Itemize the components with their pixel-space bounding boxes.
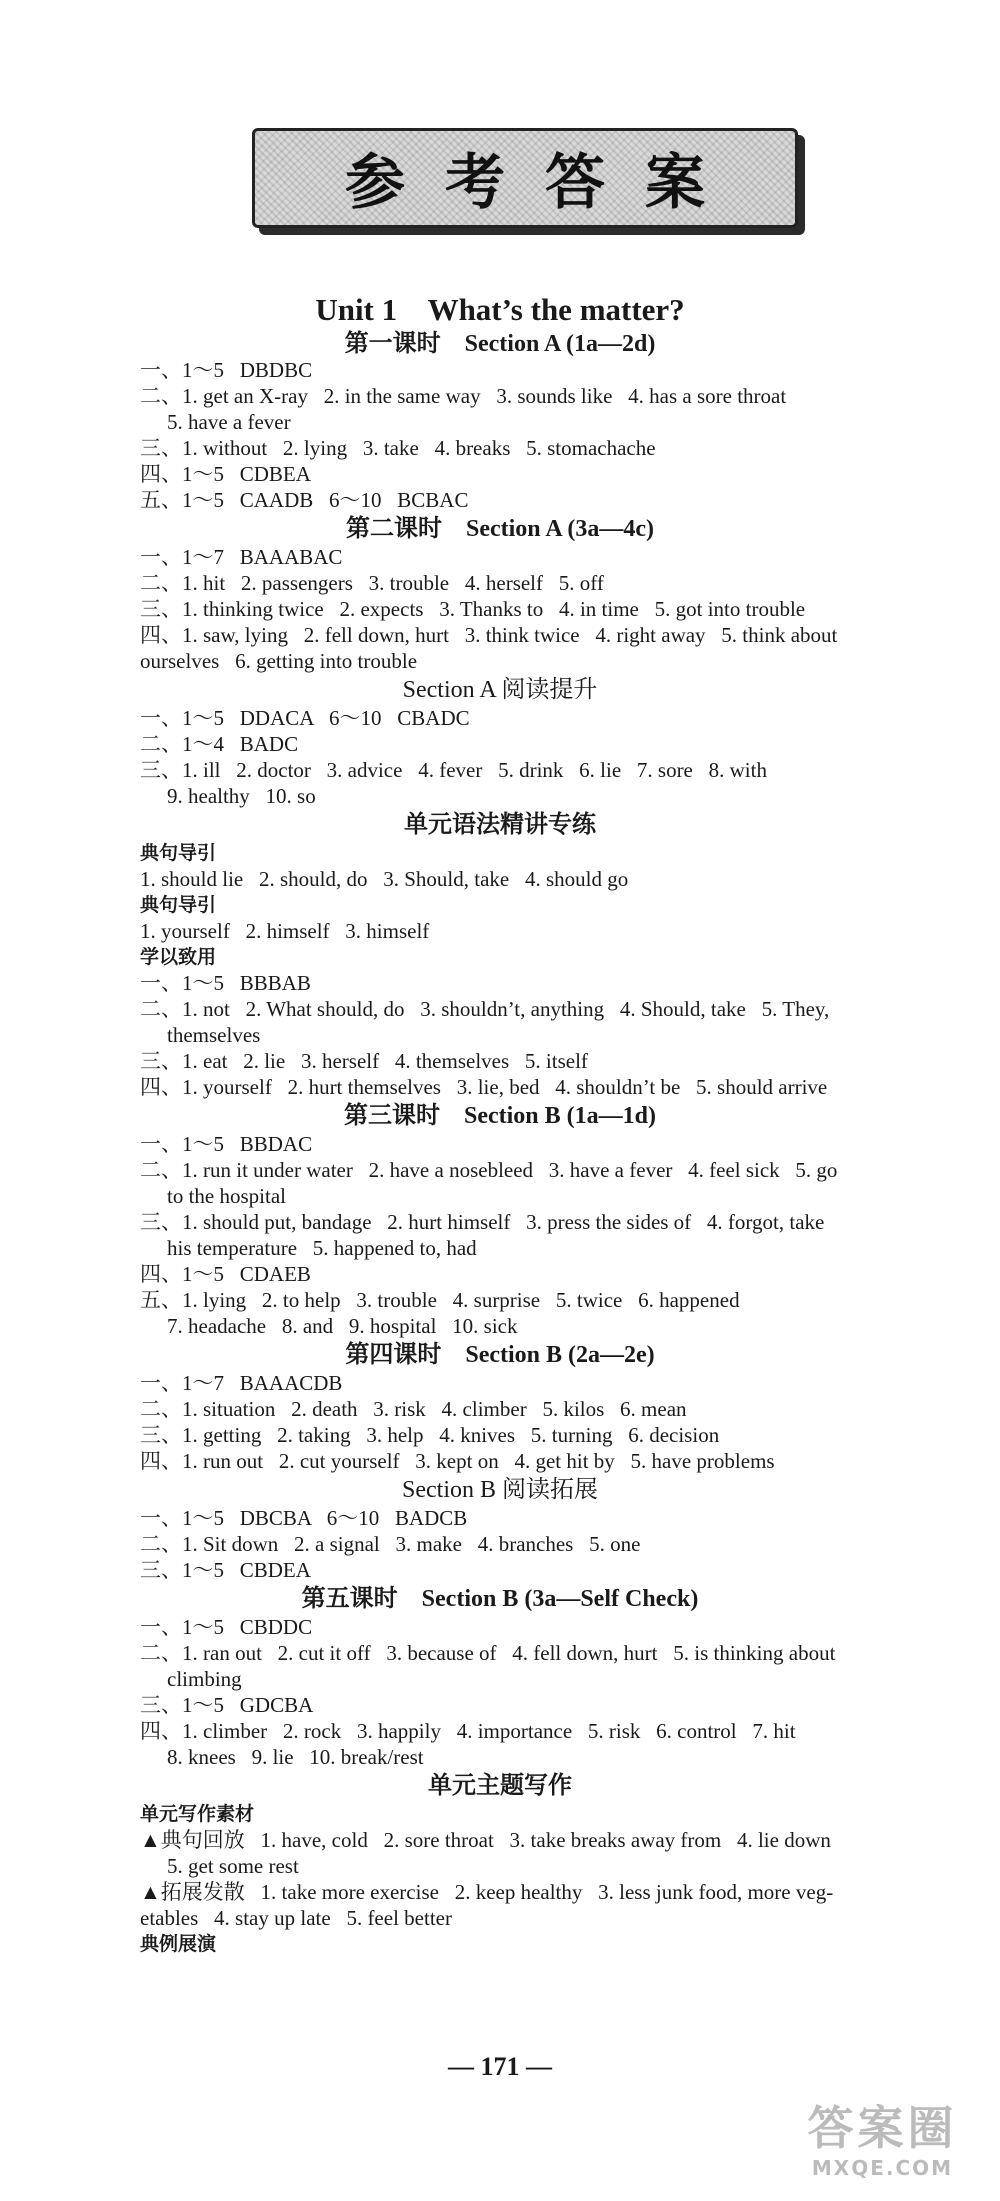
answer-line: 四、1～5 CDAEB bbox=[140, 1262, 311, 1286]
answer-line: 二、1. hit 2. passengers 3. trouble 4. herself 5. off bbox=[140, 571, 604, 595]
answer-line: 四、1. climber 2. rock 3. happily 4. importance 5. risk 6. control 7. hit bbox=[140, 1719, 796, 1743]
answer-line: ▲拓展发散 1. take more exercise 2. keep healthy 3. less junk food, more veg- bbox=[140, 1880, 834, 1904]
answer-line: 二、1. not 2. What should, do 3. shouldn’t, anything 4. Should, take 5. They, bbox=[140, 997, 830, 1021]
answer-line: 三、1. getting 2. taking 3. help 4. knives 5. turning 6. decision bbox=[140, 1423, 720, 1447]
answer-line: 五、1～5 CAADB 6～10 BCBAC bbox=[140, 488, 469, 512]
subheading: 典句导引 bbox=[140, 842, 217, 864]
answer-line: ▲典句回放 1. have, cold 2. sore throat 3. take breaks away from 4. lie down bbox=[140, 1828, 831, 1852]
lesson-heading-2: 第二课时 Section A (3a—4c) bbox=[346, 516, 654, 542]
answer-line: 三、1. eat 2. lie 3. herself 4. themselves 5. itself bbox=[140, 1049, 588, 1073]
answer-line: his temperature 5. happened to, had bbox=[167, 1236, 477, 1260]
watermark-logo-text: 答案圈 bbox=[807, 2101, 958, 2155]
answer-line: 1. should lie 2. should, do 3. Should, take 4. should go bbox=[140, 867, 629, 891]
answer-line: 5. get some rest bbox=[167, 1854, 299, 1878]
answer-line: 8. knees 9. lie 10. break/rest bbox=[167, 1745, 424, 1769]
answer-line: 9. healthy 10. so bbox=[167, 784, 316, 808]
answer-line: 二、1. run it under water 2. have a nosebleed 3. have a fever 4. feel sick 5. go bbox=[140, 1158, 838, 1182]
unit-title: Unit 1 What’s the matter? bbox=[315, 292, 685, 327]
writing-heading: 单元主题写作 bbox=[428, 1773, 572, 1799]
answer-line: themselves bbox=[167, 1023, 261, 1047]
answer-line: 四、1. saw, lying 2. fell down, hurt 3. think twice 4. right away 5. think about bbox=[140, 623, 838, 647]
watermark-url: MXQE.COM bbox=[811, 2156, 954, 2180]
answer-line: 二、1. situation 2. death 3. risk 4. climber 5. kilos 6. mean bbox=[140, 1397, 687, 1421]
lesson-heading-5: 第五课时 Section B (3a—Self Check) bbox=[301, 1586, 699, 1612]
answer-line: etables 4. stay up late 5. feel better bbox=[140, 1906, 452, 1930]
answer-line: 一、1～5 DBCBA 6～10 BADCB bbox=[140, 1506, 468, 1530]
grammar-heading: 单元语法精讲专练 bbox=[404, 812, 596, 838]
page-number: — 171 — bbox=[448, 2052, 552, 2081]
lesson-heading-4: 第四课时 Section B (2a—2e) bbox=[345, 1342, 655, 1368]
answer-line: 一、1～5 CBDDC bbox=[140, 1615, 313, 1639]
answer-line: 四、1. run out 2. cut yourself 3. kept on 4. get hit by 5. have problems bbox=[140, 1449, 775, 1473]
lesson-heading-1: 第一课时 Section A (1a—2d) bbox=[344, 331, 656, 357]
answer-line: 三、1～5 CBDEA bbox=[140, 1558, 311, 1582]
watermark-logo bbox=[770, 2100, 995, 2195]
answer-line: climbing bbox=[167, 1667, 242, 1691]
answer-line: 7. headache 8. and 9. hospital 10. sick bbox=[167, 1314, 518, 1338]
answer-line: 三、1. thinking twice 2. expects 3. Thanks to 4. in time 5. got into trouble bbox=[140, 597, 806, 621]
answer-line: 一、1～5 DBDBC bbox=[140, 358, 313, 382]
answer-line: 二、1～4 BADC bbox=[140, 732, 299, 756]
answer-line: 一、1～5 BBDAC bbox=[140, 1132, 313, 1156]
lesson-heading-3: 第三课时 Section B (1a—1d) bbox=[344, 1103, 656, 1129]
subheading: 典例展演 bbox=[140, 1933, 217, 1955]
answer-line: 二、1. Sit down 2. a signal 3. make 4. branches 5. one bbox=[140, 1532, 641, 1556]
subheading: 学以致用 bbox=[140, 946, 217, 968]
answer-line: 三、1～5 GDCBA bbox=[140, 1693, 314, 1717]
answer-line: 三、1. without 2. lying 3. take 4. breaks 5. stomachache bbox=[140, 436, 656, 460]
answer-line: ourselves 6. getting into trouble bbox=[140, 649, 418, 673]
answer-line: 一、1～7 BAAABAC bbox=[140, 545, 343, 569]
answer-line: 四、1. yourself 2. hurt themselves 3. lie, bed 4. shouldn’t be 5. should arrive bbox=[140, 1075, 828, 1099]
answer-line: 三、1. ill 2. doctor 3. advice 4. fever 5. drink 6. lie 7. sore 8. with bbox=[140, 758, 767, 782]
answer-line: 一、1～5 BBBAB bbox=[140, 971, 311, 995]
page-title: 参考答案 bbox=[345, 148, 745, 218]
answer-line: 一、1～5 DDACA 6～10 CBADC bbox=[140, 706, 470, 730]
subheading: 典句导引 bbox=[140, 894, 217, 916]
answer-line: 四、1～5 CDBEA bbox=[140, 462, 311, 486]
answer-key-title-box bbox=[252, 128, 798, 228]
answer-line: 三、1. should put, bandage 2. hurt himself 3. press the sides of 4. forgot, take bbox=[140, 1210, 825, 1234]
answer-line: 1. yourself 2. himself 3. himself bbox=[140, 919, 430, 943]
reading-heading: Section B 阅读拓展 bbox=[402, 1477, 598, 1503]
answer-line: to the hospital bbox=[167, 1184, 286, 1208]
answer-line: 二、1. get an X-ray 2. in the same way 3. sounds like 4. has a sore throat bbox=[140, 384, 787, 408]
subheading: 单元写作素材 bbox=[140, 1803, 255, 1825]
answer-line: 一、1～7 BAAACDB bbox=[140, 1371, 343, 1395]
answer-line: 五、1. lying 2. to help 3. trouble 4. surprise 5. twice 6. happened bbox=[140, 1288, 740, 1312]
answer-line: 5. have a fever bbox=[167, 410, 291, 434]
reading-heading: Section A 阅读提升 bbox=[402, 677, 598, 703]
answer-line: 二、1. ran out 2. cut it off 3. because of 4. fell down, hurt 5. is thinking about bbox=[140, 1641, 836, 1665]
